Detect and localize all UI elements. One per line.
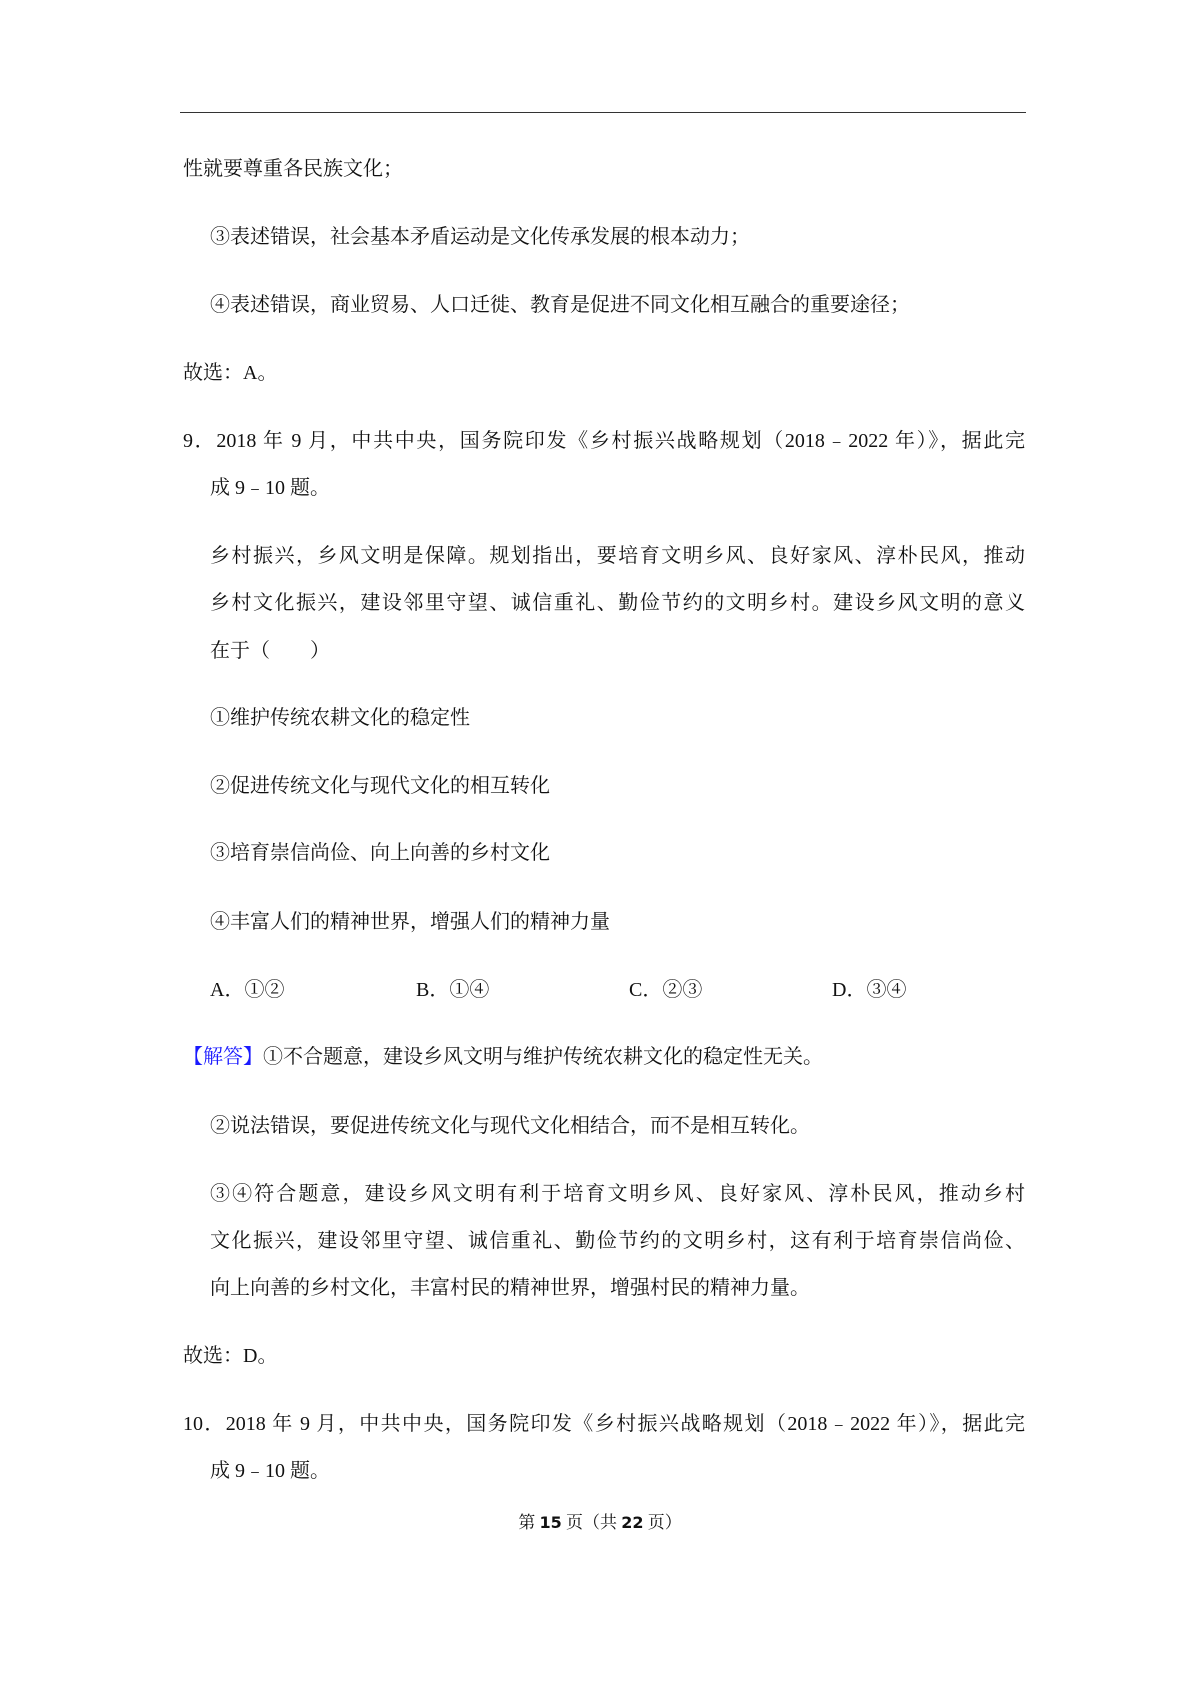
footer-prefix: 第: [518, 1513, 540, 1532]
page-number: 15: [539, 1513, 562, 1532]
option-d: D．③④: [832, 979, 907, 1001]
q9-item-3: ③培育崇信尚俭、向上向善的乡村文化: [210, 842, 550, 864]
option-a: A．①②: [210, 979, 285, 1001]
page-footer: [0, 1510, 1200, 1536]
footer-middle: 页（共: [561, 1513, 622, 1532]
solution-point-1: ①不合题意，建设乡风文明与维护传统农耕文化的稳定性无关。: [263, 1046, 823, 1068]
prev-point-3: ③表述错误，社会基本矛盾运动是文化传承发展的根本动力；: [210, 226, 750, 248]
header-rule: [180, 112, 1026, 113]
q9-item-1: ①维护传统农耕文化的稳定性: [210, 707, 470, 729]
option-b: B．①④: [416, 979, 490, 1001]
q9-stem-cont: 成 9﹣10 题。: [210, 477, 330, 499]
solution-point-34: 向上向善的乡村文化，丰富村民的精神世界，增强村民的精神力量。: [210, 1277, 810, 1299]
prev-point-4: ④表述错误，商业贸易、人口迁徙、教育是促进不同文化相互融合的重要途径；: [210, 294, 910, 316]
solution-point-34: 文化振兴，建设邻里守望、诚信重礼、勤俭节约的文明乡村，这有利于培育崇信尚俭、: [210, 1230, 1025, 1252]
q10-stem: 10．2018 年 9 月，中共中央，国务院印发《乡村振兴战略规划（2018﹣2022 年）》，据此完: [183, 1413, 1025, 1435]
prev-answer: 故选：A。: [183, 362, 278, 384]
page-total: 22: [621, 1513, 644, 1532]
solution-tag: 【解答】: [183, 1046, 263, 1068]
option-c: C．②③: [629, 979, 703, 1001]
q9-item-2: ②促进传统文化与现代文化的相互转化: [210, 775, 550, 797]
prev-continuation: 性就要尊重各民族文化；: [183, 158, 403, 180]
q10-stem-cont: 成 9﹣10 题。: [210, 1460, 330, 1482]
solution-line: [183, 1042, 823, 1072]
solution-point-2: ②说法错误，要促进传统文化与现代文化相结合，而不是相互转化。: [210, 1115, 810, 1137]
solution-point-34: ③④符合题意，建设乡风文明有利于培育文明乡风、良好家风、淳朴民风，推动乡村: [210, 1183, 1025, 1205]
q9-material-line: 乡村文化振兴，建设邻里守望、诚信重礼、勤俭节约的文明乡村。建设乡风文明的意义: [210, 592, 1025, 614]
q9-item-4: ④丰富人们的精神世界，增强人们的精神力量: [210, 911, 610, 933]
q9-material-line: 在于（ ）: [210, 640, 330, 662]
q9-material-line: 乡村振兴，乡风文明是保障。规划指出，要培育文明乡风、良好家风、淳朴民风，推动: [210, 545, 1025, 567]
q9-answer: 故选：D。: [183, 1345, 278, 1367]
q9-stem: 9．2018 年 9 月，中共中央，国务院印发《乡村振兴战略规划（2018﹣2022 年）》，据此完: [183, 430, 1025, 452]
footer-suffix: 页）: [643, 1513, 682, 1532]
